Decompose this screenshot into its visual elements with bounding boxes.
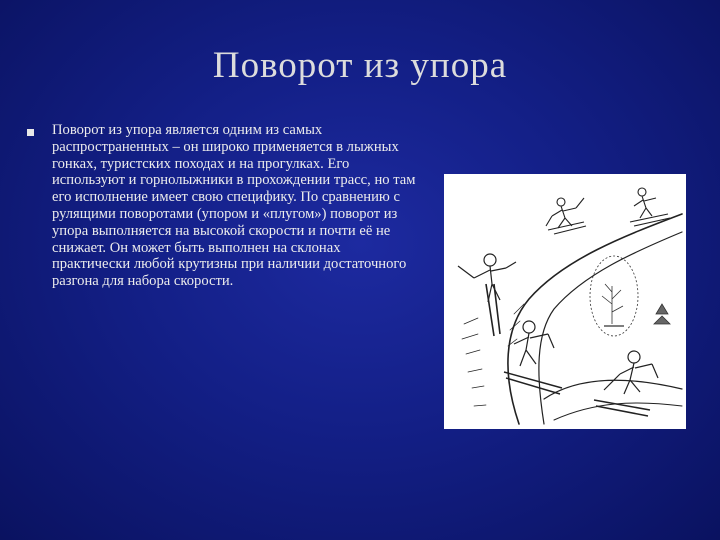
slide-title: Поворот из упора	[212, 45, 508, 86]
bullet-text: Поворот из упора является одним из самых распространенных – он широко применяется в лыжных гонках, туристских походах и на прогулках. Его используют и горнолыжники в прохождении трасс, но там его исполнение имеет свою специфику. По сравнению с рулящими поворотами (упором и «плугом») поворот из упора выполняется на высокой скорости и почти её не снижает. Он может быть выполнен на склонах практически любой крутизны при наличии достаточного разгона для набора скорости.	[52, 122, 416, 290]
square-bullet-icon	[27, 129, 34, 136]
skiing-turn-illustration	[444, 174, 686, 429]
